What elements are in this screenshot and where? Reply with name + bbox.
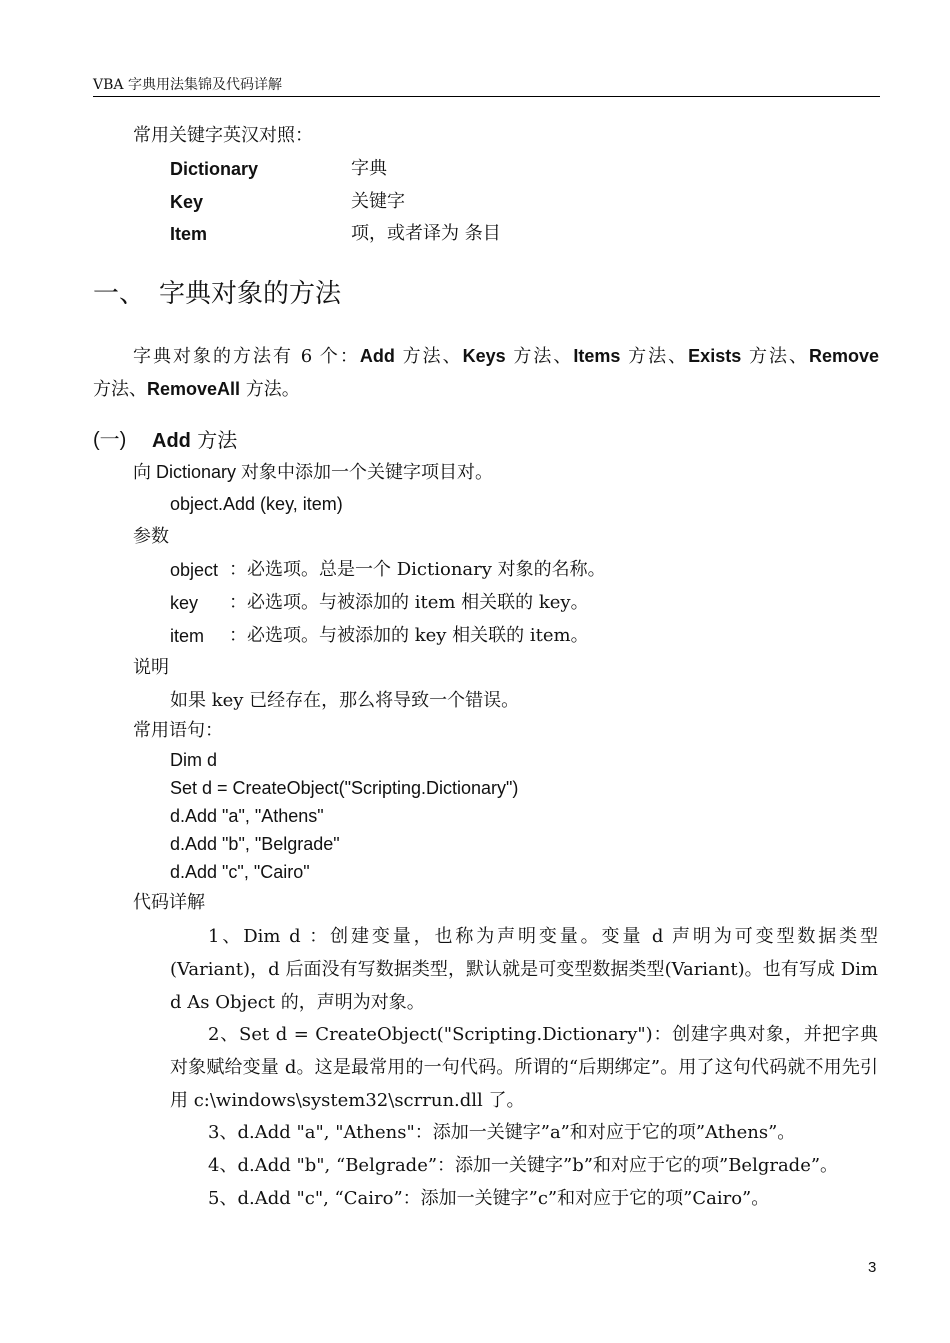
common-statements-label: 常用语句： <box>133 720 223 741</box>
glossary-intro: 常用关键字英汉对照： <box>133 125 313 146</box>
glossary-translation: 项，或者译为 条目 <box>351 223 501 244</box>
glossary-term: Key <box>170 192 204 212</box>
section-intro: 字典对象的方法有 6 个：Add 方法、Keys 方法、Items 方法、Exists 方法、Remove 方法、RemoveAll 方法。 <box>93 346 879 400</box>
param-name: object <box>170 560 219 580</box>
param-desc: ：必选项。与被添加的 key 相关联的 item。 <box>229 625 589 646</box>
glossary-term: Dictionary <box>170 159 259 179</box>
code-line: Set d = CreateObject("Scripting.Dictionary") <box>170 778 519 798</box>
method-syntax: object.Add (key, item) <box>170 494 343 514</box>
glossary-translation: 关键字 <box>351 191 405 212</box>
explain-paragraph: 3、d.Add "a", "Athens"：添加一关键字”a”和对应于它的项”Athens”。 <box>208 1122 796 1143</box>
page-number: 3 <box>868 1259 877 1276</box>
subsection-title: Add 方法 <box>152 428 238 452</box>
subsection-number: (一) <box>93 429 127 451</box>
explain-paragraph: 5、d.Add "c", “Cairo”：添加一关键字”c”和对应于它的项”Cairo”。 <box>208 1188 770 1209</box>
code-line: d.Add "a", "Athens" <box>170 806 324 826</box>
code-line: d.Add "b", "Belgrade" <box>170 834 340 854</box>
explain-paragraph: 4、d.Add "b", “Belgrade”：添加一关键字”b”和对应于它的项”Belgrade”。 <box>208 1155 839 1176</box>
section-title: 字典对象的方法 <box>159 279 342 309</box>
params-label: 参数 <box>133 526 169 547</box>
code-line: Dim d <box>170 750 218 770</box>
param-name: key <box>170 593 199 613</box>
glossary-translation: 字典 <box>351 158 387 179</box>
glossary-term: Item <box>170 224 208 244</box>
section-number: 一、 <box>93 279 146 309</box>
explain-paragraph: 1、Dim d ：创建变量，也称为声明变量。变量 d 声明为可变型数据类型(Variant)，d 后面没有写数据类型，默认就是可变型数据类型(Variant)。也有写成 Dim d As Object 的，声明为对象。 <box>170 926 878 1013</box>
method-description: 向 Dictionary 对象中添加一个关键字项目对。 <box>133 462 494 482</box>
param-desc: ：必选项。与被添加的 item 相关联的 key。 <box>229 592 589 613</box>
remarks-label: 说明 <box>133 657 169 678</box>
header-title: VBA 字典用法集锦及代码详解 <box>93 77 282 93</box>
param-desc: ：必选项。总是一个 Dictionary 对象的名称。 <box>229 559 606 580</box>
explain-paragraph: 2、Set d = CreateObject("Scripting.Dictionary")：创建字典对象，并把字典对象赋给变量 d。这是最常用的一句代码。所谓的“后期绑定”。用了这句代码就不用先引用 c:\windows\system32\scrrun.dll 了。 <box>170 1024 878 1111</box>
code-explain-label: 代码详解 <box>133 892 205 913</box>
remarks-text: 如果 key 已经存在，那么将导致一个错误。 <box>170 690 520 711</box>
running-header <box>93 74 880 97</box>
code-line: d.Add "c", "Cairo" <box>170 862 310 882</box>
param-name: item <box>170 626 205 646</box>
